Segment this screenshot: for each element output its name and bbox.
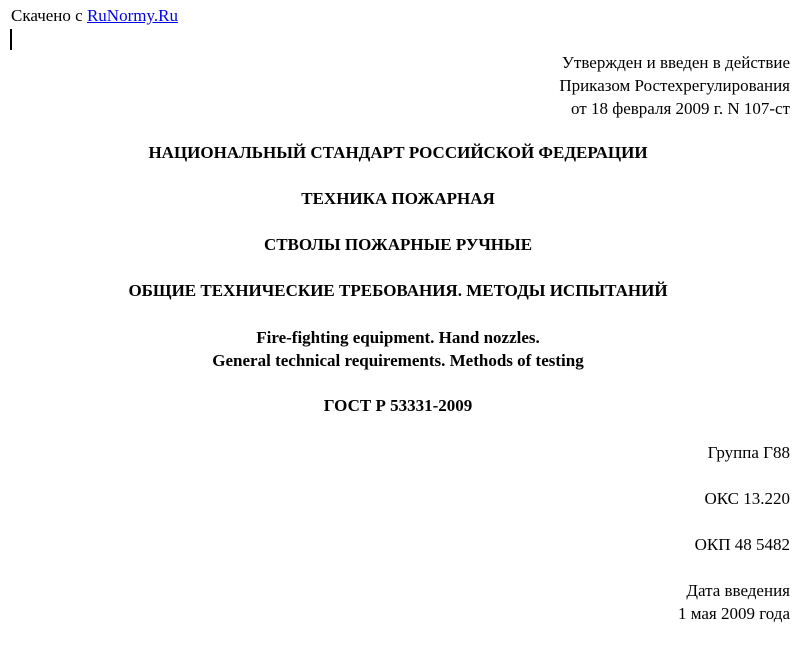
- national-standard-heading: НАЦИОНАЛЬНЫЙ СТАНДАРТ РОССИЙСКОЙ ФЕДЕРАЦИИ: [148, 143, 648, 162]
- text-cursor: [10, 29, 12, 50]
- approval-block: [559, 51, 790, 120]
- effective-date: [678, 579, 790, 625]
- english-title: [0, 326, 796, 372]
- group-code: Группа Г88: [707, 443, 790, 462]
- english-title-line-1: Fire-fighting equipment. Hand nozzles.: [256, 328, 540, 347]
- source-link[interactable]: RuNormy.Ru: [86, 6, 178, 25]
- english-title-line-2: General technical requirements. Methods of testing: [212, 351, 584, 370]
- fire-equipment-heading: ТЕХНИКА ПОЖАРНАЯ: [301, 189, 495, 208]
- oks-code: ОКС 13.220: [704, 489, 790, 508]
- effective-date-value: 1 мая 2009 года: [677, 604, 790, 623]
- requirements-heading: ОБЩИЕ ТЕХНИЧЕСКИЕ ТРЕБОВАНИЯ. МЕТОДЫ ИСПЫТАНИЙ: [128, 281, 668, 300]
- gost-number: ГОСТ Р 53331-2009: [323, 396, 473, 415]
- source-line: [11, 6, 178, 26]
- approval-line-3: от 18 февраля 2009 г. N 107-ст: [570, 99, 790, 118]
- approval-line-2: Приказом Ростехрегулирования: [559, 76, 790, 95]
- approval-line-1: Утвержден и введен в действие: [561, 53, 790, 72]
- okp-code: ОКП 48 5482: [694, 535, 790, 554]
- effective-date-label: Дата введения: [686, 581, 790, 600]
- source-prefix: Скачено с: [11, 6, 87, 25]
- hand-nozzles-heading: СТВОЛЫ ПОЖАРНЫЕ РУЧНЫЕ: [263, 235, 533, 254]
